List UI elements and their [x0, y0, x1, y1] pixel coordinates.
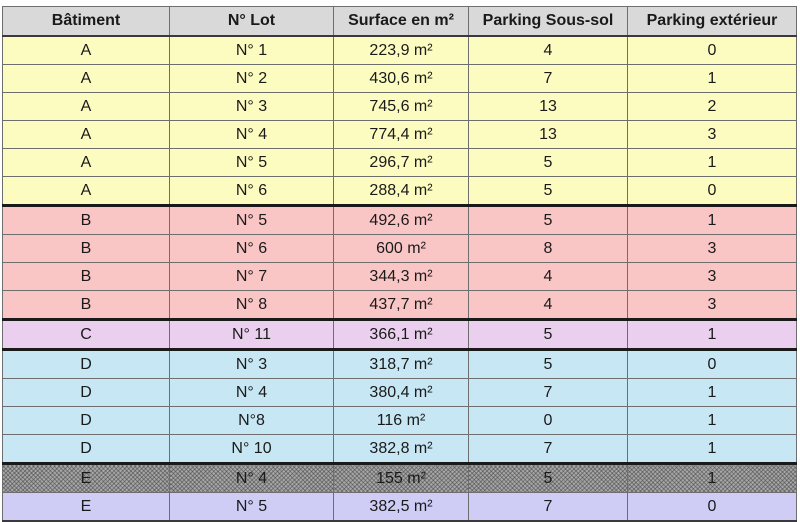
surface-cell: 774,4 m²	[334, 121, 469, 149]
parking-underground-cell: 5	[469, 350, 628, 379]
lot-cell: N° 10	[170, 435, 334, 464]
table-body	[3, 36, 797, 521]
parking-outdoor-cell: 2	[628, 93, 797, 121]
surface-cell: 437,7 m²	[334, 291, 469, 320]
building-cell: B	[3, 235, 170, 263]
surface-cell: 745,6 m²	[334, 93, 469, 121]
table-row	[3, 464, 797, 493]
building-cell: D	[3, 379, 170, 407]
parking-outdoor-cell: 0	[628, 350, 797, 379]
table-row	[3, 206, 797, 235]
header-row	[3, 7, 797, 37]
table-row	[3, 121, 797, 149]
lot-cell: N° 6	[170, 235, 334, 263]
lot-cell: N° 4	[170, 464, 334, 493]
lot-cell: N° 4	[170, 121, 334, 149]
parking-underground-cell: 0	[469, 407, 628, 435]
table-row	[3, 493, 797, 522]
building-cell: B	[3, 291, 170, 320]
parking-underground-cell: 7	[469, 379, 628, 407]
table-row	[3, 149, 797, 177]
building-cell: A	[3, 93, 170, 121]
building-cell: B	[3, 206, 170, 235]
header-surface: Surface en m²	[334, 7, 469, 37]
surface-cell: 288,4 m²	[334, 177, 469, 206]
parking-outdoor-cell: 0	[628, 493, 797, 522]
parking-outdoor-cell: 1	[628, 149, 797, 177]
table-row	[3, 350, 797, 379]
surface-cell: 155 m²	[334, 464, 469, 493]
surface-cell: 223,9 m²	[334, 36, 469, 65]
parking-outdoor-cell: 1	[628, 320, 797, 350]
parking-underground-cell: 4	[469, 36, 628, 65]
building-cell: D	[3, 407, 170, 435]
parking-underground-cell: 13	[469, 93, 628, 121]
lot-cell: N° 6	[170, 177, 334, 206]
table-row	[3, 263, 797, 291]
lot-cell: N° 5	[170, 149, 334, 177]
parking-underground-cell: 5	[469, 464, 628, 493]
parking-underground-cell: 7	[469, 435, 628, 464]
parking-outdoor-cell: 3	[628, 121, 797, 149]
parking-underground-cell: 5	[469, 206, 628, 235]
building-cell: B	[3, 263, 170, 291]
building-cell: E	[3, 493, 170, 522]
surface-cell: 600 m²	[334, 235, 469, 263]
building-cell: E	[3, 464, 170, 493]
surface-cell: 382,8 m²	[334, 435, 469, 464]
parking-underground-cell: 4	[469, 263, 628, 291]
lot-cell: N° 1	[170, 36, 334, 65]
parking-underground-cell: 7	[469, 65, 628, 93]
table-row	[3, 320, 797, 350]
surface-cell: 296,7 m²	[334, 149, 469, 177]
parking-outdoor-cell: 3	[628, 263, 797, 291]
lot-cell: N° 5	[170, 493, 334, 522]
table-row	[3, 235, 797, 263]
lots-table	[2, 6, 797, 522]
parking-outdoor-cell: 0	[628, 36, 797, 65]
lot-cell: N° 11	[170, 320, 334, 350]
parking-outdoor-cell: 1	[628, 206, 797, 235]
building-cell: A	[3, 65, 170, 93]
building-cell: A	[3, 177, 170, 206]
parking-outdoor-cell: 1	[628, 435, 797, 464]
table-row	[3, 291, 797, 320]
parking-outdoor-cell: 1	[628, 65, 797, 93]
lot-cell: N° 3	[170, 93, 334, 121]
surface-cell: 116 m²	[334, 407, 469, 435]
building-cell: C	[3, 320, 170, 350]
table-row	[3, 407, 797, 435]
parking-underground-cell: 5	[469, 177, 628, 206]
table-row	[3, 435, 797, 464]
building-cell: A	[3, 36, 170, 65]
building-cell: D	[3, 435, 170, 464]
lot-cell: N° 7	[170, 263, 334, 291]
table-row	[3, 36, 797, 65]
parking-outdoor-cell: 0	[628, 177, 797, 206]
lot-cell: N°8	[170, 407, 334, 435]
lot-cell: N° 2	[170, 65, 334, 93]
surface-cell: 430,6 m²	[334, 65, 469, 93]
parking-underground-cell: 13	[469, 121, 628, 149]
parking-underground-cell: 4	[469, 291, 628, 320]
lot-cell: N° 4	[170, 379, 334, 407]
building-cell: D	[3, 350, 170, 379]
surface-cell: 492,6 m²	[334, 206, 469, 235]
parking-underground-cell: 5	[469, 149, 628, 177]
lot-cell: N° 3	[170, 350, 334, 379]
surface-cell: 366,1 m²	[334, 320, 469, 350]
header-parking-underground: Parking Sous-sol	[469, 7, 628, 37]
table-row	[3, 177, 797, 206]
building-cell: A	[3, 149, 170, 177]
header-lot-number: N° Lot	[170, 7, 334, 37]
lot-cell: N° 5	[170, 206, 334, 235]
surface-cell: 382,5 m²	[334, 493, 469, 522]
parking-outdoor-cell: 1	[628, 379, 797, 407]
surface-cell: 380,4 m²	[334, 379, 469, 407]
table-row	[3, 93, 797, 121]
surface-cell: 344,3 m²	[334, 263, 469, 291]
header-building: Bâtiment	[3, 7, 170, 37]
building-cell: A	[3, 121, 170, 149]
table-row	[3, 65, 797, 93]
parking-outdoor-cell: 1	[628, 407, 797, 435]
header-parking-outdoor: Parking extérieur	[628, 7, 797, 37]
surface-cell: 318,7 m²	[334, 350, 469, 379]
parking-underground-cell: 8	[469, 235, 628, 263]
lot-cell: N° 8	[170, 291, 334, 320]
parking-outdoor-cell: 1	[628, 464, 797, 493]
parking-underground-cell: 5	[469, 320, 628, 350]
parking-outdoor-cell: 3	[628, 291, 797, 320]
parking-outdoor-cell: 3	[628, 235, 797, 263]
table-row	[3, 379, 797, 407]
parking-underground-cell: 7	[469, 493, 628, 522]
